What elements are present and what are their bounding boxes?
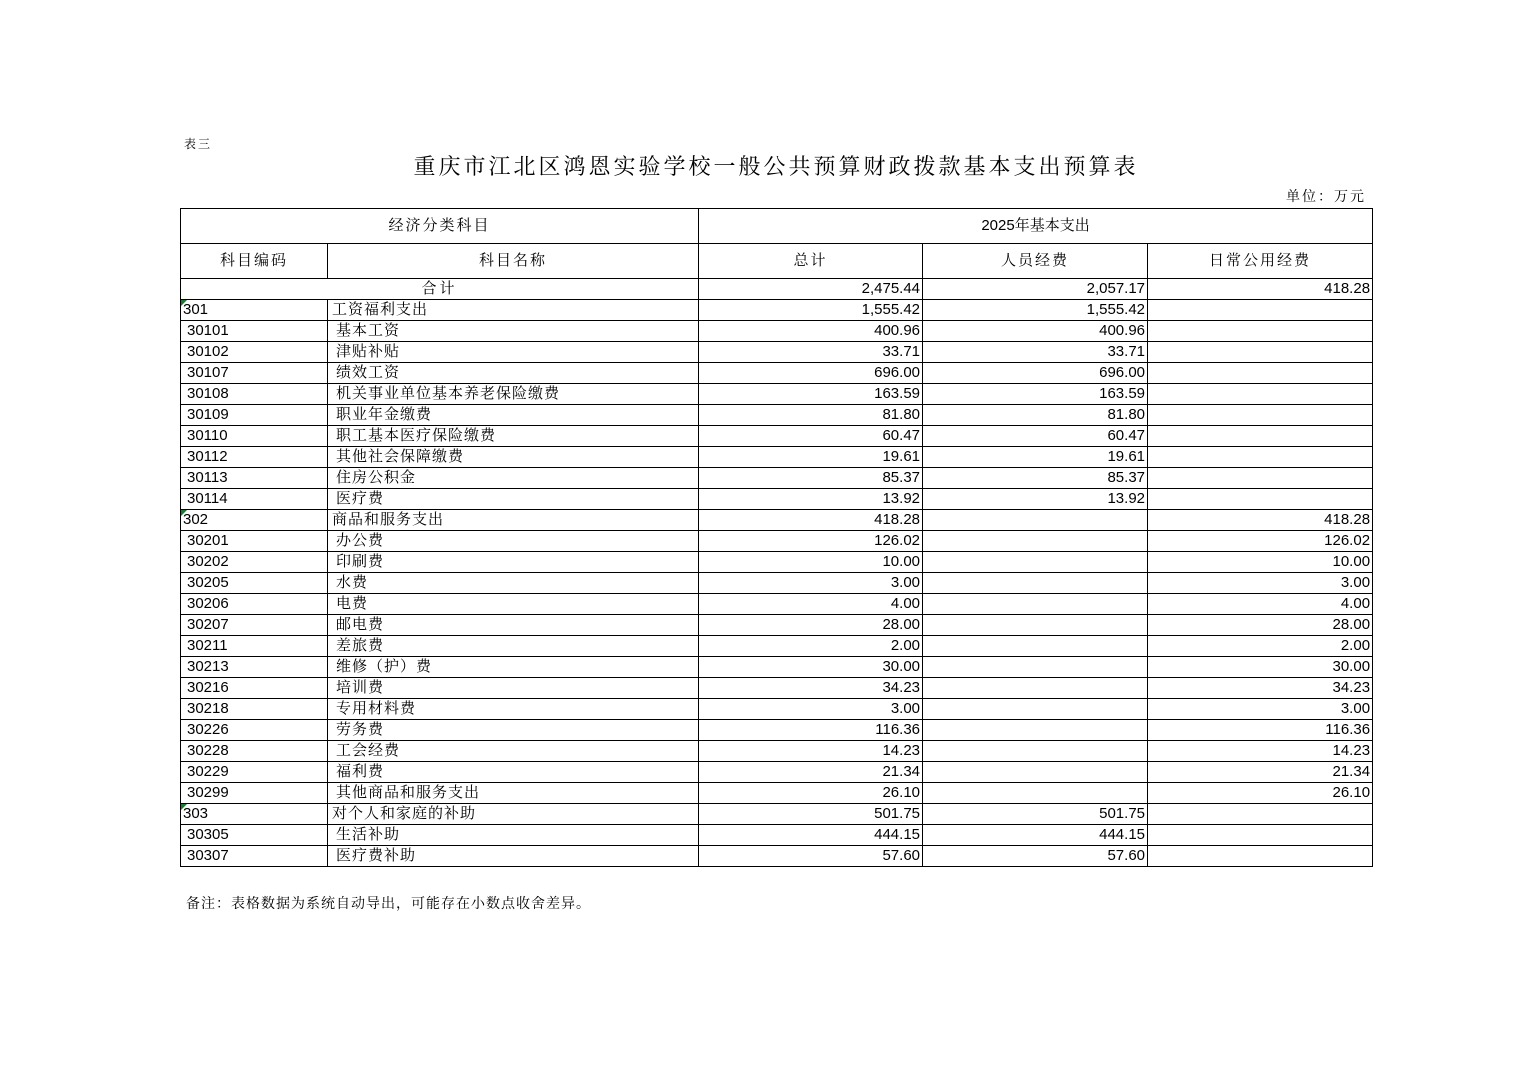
row-personnel-expense <box>923 720 1148 741</box>
header-column-row <box>181 244 1373 279</box>
table-row <box>181 762 1373 783</box>
row-personnel-expense: 19.61 <box>923 447 1148 468</box>
row-total: 696.00 <box>699 363 923 384</box>
row-total: 1,555.42 <box>699 300 923 321</box>
row-public-expense: 3.00 <box>1148 573 1373 594</box>
row-subject-name: 专用材料费 <box>328 699 699 720</box>
row-subject-name: 职工基本医疗保险缴费 <box>328 426 699 447</box>
row-subject-name: 电费 <box>328 594 699 615</box>
table-row <box>181 552 1373 573</box>
table-row <box>181 531 1373 552</box>
row-personnel-expense <box>923 636 1148 657</box>
row-public-expense: 34.23 <box>1148 678 1373 699</box>
row-total: 57.60 <box>699 846 923 867</box>
header-public-expense: 日常公用经费 <box>1148 244 1373 279</box>
header-subject-name: 科目名称 <box>328 244 699 279</box>
row-total: 3.00 <box>699 699 923 720</box>
header-basic-expenditure-2025: 2025年基本支出 <box>699 209 1373 244</box>
table-row <box>181 825 1373 846</box>
row-subject-code: 30305 <box>181 825 328 846</box>
row-total: 26.10 <box>699 783 923 804</box>
row-total: 33.71 <box>699 342 923 363</box>
row-total: 13.92 <box>699 489 923 510</box>
row-public-expense <box>1148 405 1373 426</box>
row-subject-name: 水费 <box>328 573 699 594</box>
row-subject-code: 30201 <box>181 531 328 552</box>
table-row <box>181 741 1373 762</box>
row-public-expense: 2.00 <box>1148 636 1373 657</box>
total-row-personnel: 2,057.17 <box>923 279 1148 300</box>
row-personnel-expense: 400.96 <box>923 321 1148 342</box>
row-subject-name: 差旅费 <box>328 636 699 657</box>
row-personnel-expense <box>923 594 1148 615</box>
total-row <box>181 279 1373 300</box>
row-personnel-expense <box>923 657 1148 678</box>
row-subject-code: 30206 <box>181 594 328 615</box>
row-subject-code: 30211 <box>181 636 328 657</box>
row-subject-name: 对个人和家庭的补助 <box>328 804 699 825</box>
row-total: 21.34 <box>699 762 923 783</box>
row-public-expense: 3.00 <box>1148 699 1373 720</box>
row-subject-name: 住房公积金 <box>328 468 699 489</box>
row-personnel-expense: 81.80 <box>923 405 1148 426</box>
row-subject-code: 30307 <box>181 846 328 867</box>
row-subject-name: 维修（护）费 <box>328 657 699 678</box>
row-subject-code: 30102 <box>181 342 328 363</box>
row-personnel-expense: 444.15 <box>923 825 1148 846</box>
row-personnel-expense <box>923 573 1148 594</box>
row-subject-code: 30213 <box>181 657 328 678</box>
table-row <box>181 804 1373 825</box>
row-subject-name: 办公费 <box>328 531 699 552</box>
row-subject-code: 30113 <box>181 468 328 489</box>
row-public-expense: 10.00 <box>1148 552 1373 573</box>
row-personnel-expense: 60.47 <box>923 426 1148 447</box>
row-total: 14.23 <box>699 741 923 762</box>
row-total: 4.00 <box>699 594 923 615</box>
row-public-expense: 116.36 <box>1148 720 1373 741</box>
row-total: 418.28 <box>699 510 923 531</box>
row-subject-code: 30112 <box>181 447 328 468</box>
row-public-expense <box>1148 300 1373 321</box>
table-row <box>181 489 1373 510</box>
row-public-expense: 21.34 <box>1148 762 1373 783</box>
row-subject-name: 培训费 <box>328 678 699 699</box>
row-subject-code: 30218 <box>181 699 328 720</box>
total-row-public: 418.28 <box>1148 279 1373 300</box>
row-subject-name: 生活补助 <box>328 825 699 846</box>
row-personnel-expense <box>923 762 1148 783</box>
row-total: 30.00 <box>699 657 923 678</box>
table-row <box>181 300 1373 321</box>
row-subject-code: 30110 <box>181 426 328 447</box>
row-public-expense <box>1148 321 1373 342</box>
row-subject-name: 职业年金缴费 <box>328 405 699 426</box>
row-public-expense: 30.00 <box>1148 657 1373 678</box>
total-row-label: 合计 <box>181 279 699 300</box>
row-public-expense <box>1148 468 1373 489</box>
table-row <box>181 447 1373 468</box>
row-personnel-expense: 501.75 <box>923 804 1148 825</box>
table-row <box>181 384 1373 405</box>
budget-table <box>180 208 1373 867</box>
table-row <box>181 363 1373 384</box>
table-row <box>181 615 1373 636</box>
row-subject-code: 303 <box>181 804 328 825</box>
row-total: 3.00 <box>699 573 923 594</box>
row-total: 501.75 <box>699 804 923 825</box>
row-public-expense <box>1148 846 1373 867</box>
row-total: 400.96 <box>699 321 923 342</box>
table-row <box>181 510 1373 531</box>
table-row <box>181 720 1373 741</box>
row-personnel-expense <box>923 552 1148 573</box>
row-subject-code: 30107 <box>181 363 328 384</box>
table-row <box>181 468 1373 489</box>
table-row <box>181 405 1373 426</box>
footnote: 备注：表格数据为系统自动导出，可能存在小数点收舍差异。 <box>186 896 591 912</box>
row-total: 81.80 <box>699 405 923 426</box>
header-total: 总计 <box>699 244 923 279</box>
table-row <box>181 657 1373 678</box>
row-total: 444.15 <box>699 825 923 846</box>
row-total: 10.00 <box>699 552 923 573</box>
row-personnel-expense: 1,555.42 <box>923 300 1148 321</box>
unit-label: 单位：万元 <box>1286 189 1366 205</box>
row-personnel-expense: 696.00 <box>923 363 1148 384</box>
row-subject-name: 其他商品和服务支出 <box>328 783 699 804</box>
table-row <box>181 594 1373 615</box>
page-title: 重庆市江北区鸿恩实验学校一般公共预算财政拨款基本支出预算表 <box>413 155 1139 180</box>
row-personnel-expense <box>923 531 1148 552</box>
row-subject-code: 301 <box>181 300 328 321</box>
table-row <box>181 342 1373 363</box>
row-subject-name: 工资福利支出 <box>328 300 699 321</box>
row-public-expense: 4.00 <box>1148 594 1373 615</box>
row-subject-code: 30205 <box>181 573 328 594</box>
table-row <box>181 678 1373 699</box>
row-subject-code: 30202 <box>181 552 328 573</box>
row-subject-name: 福利费 <box>328 762 699 783</box>
row-public-expense: 126.02 <box>1148 531 1373 552</box>
row-personnel-expense: 13.92 <box>923 489 1148 510</box>
row-subject-code: 30228 <box>181 741 328 762</box>
budget-table-body <box>181 209 1373 867</box>
row-personnel-expense <box>923 699 1148 720</box>
row-subject-code: 30226 <box>181 720 328 741</box>
row-personnel-expense: 33.71 <box>923 342 1148 363</box>
row-public-expense <box>1148 447 1373 468</box>
row-total: 34.23 <box>699 678 923 699</box>
row-subject-name: 津贴补贴 <box>328 342 699 363</box>
row-personnel-expense: 163.59 <box>923 384 1148 405</box>
row-public-expense <box>1148 342 1373 363</box>
total-row-total: 2,475.44 <box>699 279 923 300</box>
row-total: 28.00 <box>699 615 923 636</box>
row-subject-code: 30207 <box>181 615 328 636</box>
row-total: 60.47 <box>699 426 923 447</box>
row-subject-name: 医疗费 <box>328 489 699 510</box>
row-subject-name: 劳务费 <box>328 720 699 741</box>
row-personnel-expense <box>923 615 1148 636</box>
row-public-expense: 28.00 <box>1148 615 1373 636</box>
row-subject-code: 30101 <box>181 321 328 342</box>
row-subject-code: 30216 <box>181 678 328 699</box>
row-subject-code: 302 <box>181 510 328 531</box>
row-total: 2.00 <box>699 636 923 657</box>
row-public-expense <box>1148 804 1373 825</box>
row-subject-name: 其他社会保障缴费 <box>328 447 699 468</box>
table-row <box>181 636 1373 657</box>
row-personnel-expense: 57.60 <box>923 846 1148 867</box>
row-subject-name: 商品和服务支出 <box>328 510 699 531</box>
row-subject-code: 30114 <box>181 489 328 510</box>
table-row <box>181 699 1373 720</box>
row-personnel-expense <box>923 510 1148 531</box>
row-total: 85.37 <box>699 468 923 489</box>
table-row <box>181 573 1373 594</box>
row-public-expense <box>1148 489 1373 510</box>
row-subject-name: 印刷费 <box>328 552 699 573</box>
row-personnel-expense <box>923 741 1148 762</box>
row-personnel-expense <box>923 678 1148 699</box>
header-personnel-expense: 人员经费 <box>923 244 1148 279</box>
row-public-expense: 418.28 <box>1148 510 1373 531</box>
header-economic-classification: 经济分类科目 <box>181 209 699 244</box>
row-total: 163.59 <box>699 384 923 405</box>
row-subject-name: 工会经费 <box>328 741 699 762</box>
row-subject-name: 绩效工资 <box>328 363 699 384</box>
row-total: 116.36 <box>699 720 923 741</box>
row-personnel-expense: 85.37 <box>923 468 1148 489</box>
table-row <box>181 846 1373 867</box>
table-label: 表三 <box>184 137 213 151</box>
row-subject-code: 30299 <box>181 783 328 804</box>
row-subject-name: 基本工资 <box>328 321 699 342</box>
header-subject-code: 科目编码 <box>181 244 328 279</box>
row-subject-code: 30229 <box>181 762 328 783</box>
row-public-expense: 14.23 <box>1148 741 1373 762</box>
row-subject-name: 邮电费 <box>328 615 699 636</box>
row-total: 19.61 <box>699 447 923 468</box>
row-subject-name: 机关事业单位基本养老保险缴费 <box>328 384 699 405</box>
row-public-expense: 26.10 <box>1148 783 1373 804</box>
row-subject-code: 30109 <box>181 405 328 426</box>
row-subject-name: 医疗费补助 <box>328 846 699 867</box>
table-row <box>181 426 1373 447</box>
row-public-expense <box>1148 363 1373 384</box>
row-total: 126.02 <box>699 531 923 552</box>
table-row <box>181 783 1373 804</box>
table-row <box>181 321 1373 342</box>
row-personnel-expense <box>923 783 1148 804</box>
row-public-expense <box>1148 825 1373 846</box>
header-group-row <box>181 209 1373 244</box>
row-subject-code: 30108 <box>181 384 328 405</box>
row-public-expense <box>1148 426 1373 447</box>
row-public-expense <box>1148 384 1373 405</box>
